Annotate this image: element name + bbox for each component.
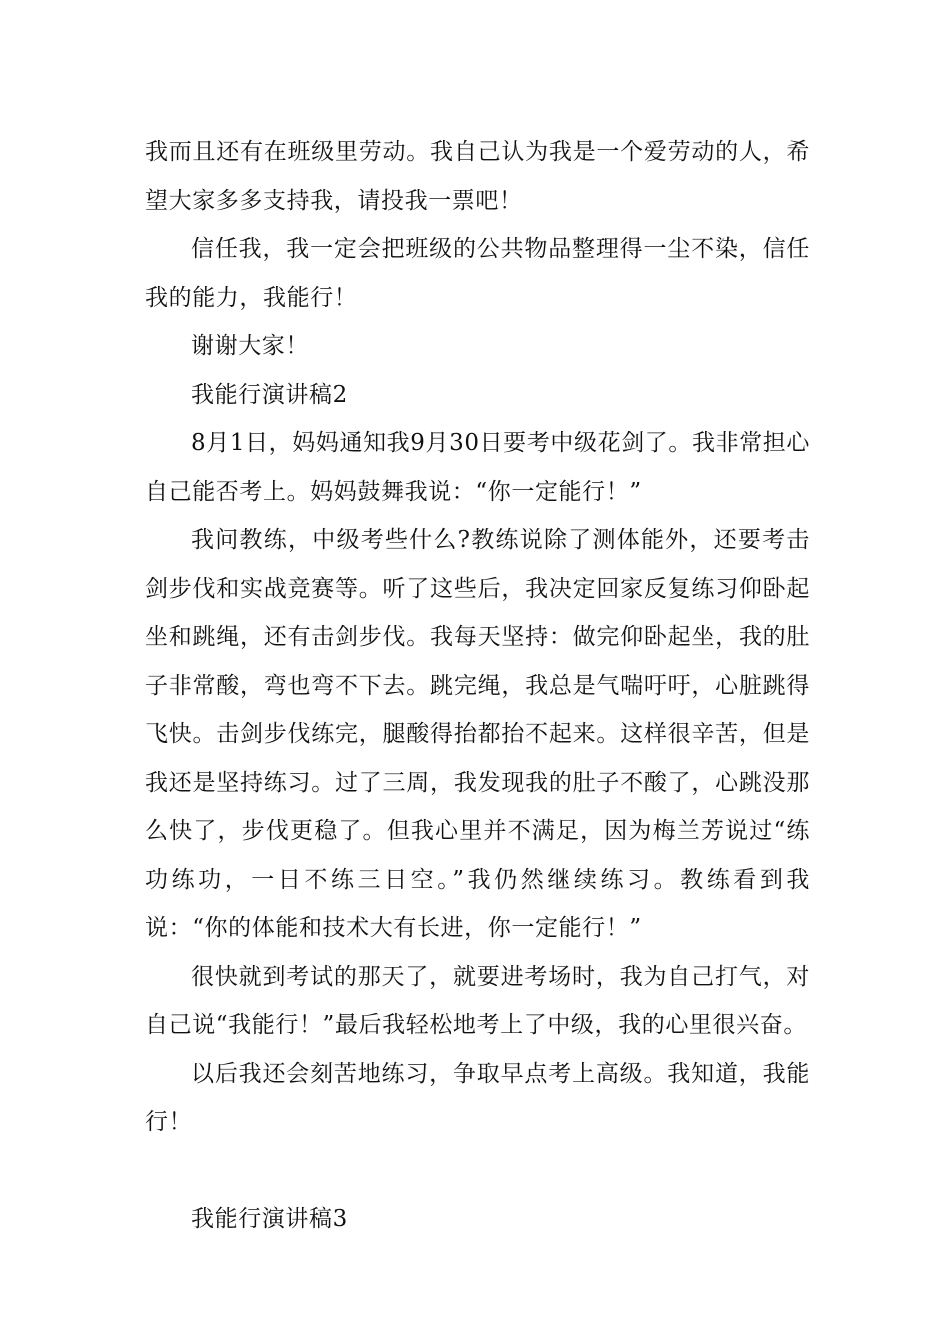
paragraph-thanks: 谢谢大家！ bbox=[191, 333, 309, 359]
section-3-title: 我能行演讲稿3 bbox=[191, 1206, 348, 1232]
section-2-paragraph-3: 很快就到考试的那天了，就要进考场时，我为自己打气，对自己说“我能行！”最后我轻松地考上了中级，我的心里很兴奋。 bbox=[145, 963, 810, 1038]
section-2-title: 我能行演讲稿2 bbox=[191, 381, 348, 408]
paragraph-trust: 信任我，我一定会把班级的公共物品整理得一尘不染，信任我的能力，我能行！ bbox=[145, 236, 810, 311]
document-body bbox=[145, 128, 810, 1244]
section-2-paragraph-4: 以后我还会刻苦地练习，争取早点考上高级。我知道，我能行！ bbox=[145, 1060, 810, 1135]
section-2-paragraph-2: 我问教练，中级考些什么?教练说除了测体能外，还要考击剑步伐和实战竞赛等。听了这些后，我决定回家反复练习仰卧起坐和跳绳，还有击剑步伐。我每天坚持：做完仰卧起坐，我的肚子非常酸，弯也弯不下去。跳完绳，我总是气喘吁吁，心脏跳得飞快。击剑步伐练完，腿酸得抬都抬不起来。这样很辛苦，但是我还是坚持练习。过了三周，我发现我的肚子不酸了，心跳没那么快了，步伐更稳了。但我心里并不满足，因为梅兰芳说过“练功练功，一日不练三日空。”我仍然继续练习。教练看到我说：“你的体能和技术大有长进，你一定能行！” bbox=[145, 527, 810, 941]
section-2-paragraph-1: 8月1日，妈妈通知我9月30日要考中级花剑了。我非常担心自己能否考上。妈妈鼓舞我说：“你一定能行！” bbox=[145, 430, 810, 505]
paragraph-labor: 我而且还有在班级里劳动。我自己认为我是一个爱劳动的人，希望大家多多支持我，请投我一票吧！ bbox=[145, 139, 810, 214]
blank-line bbox=[145, 1147, 810, 1196]
